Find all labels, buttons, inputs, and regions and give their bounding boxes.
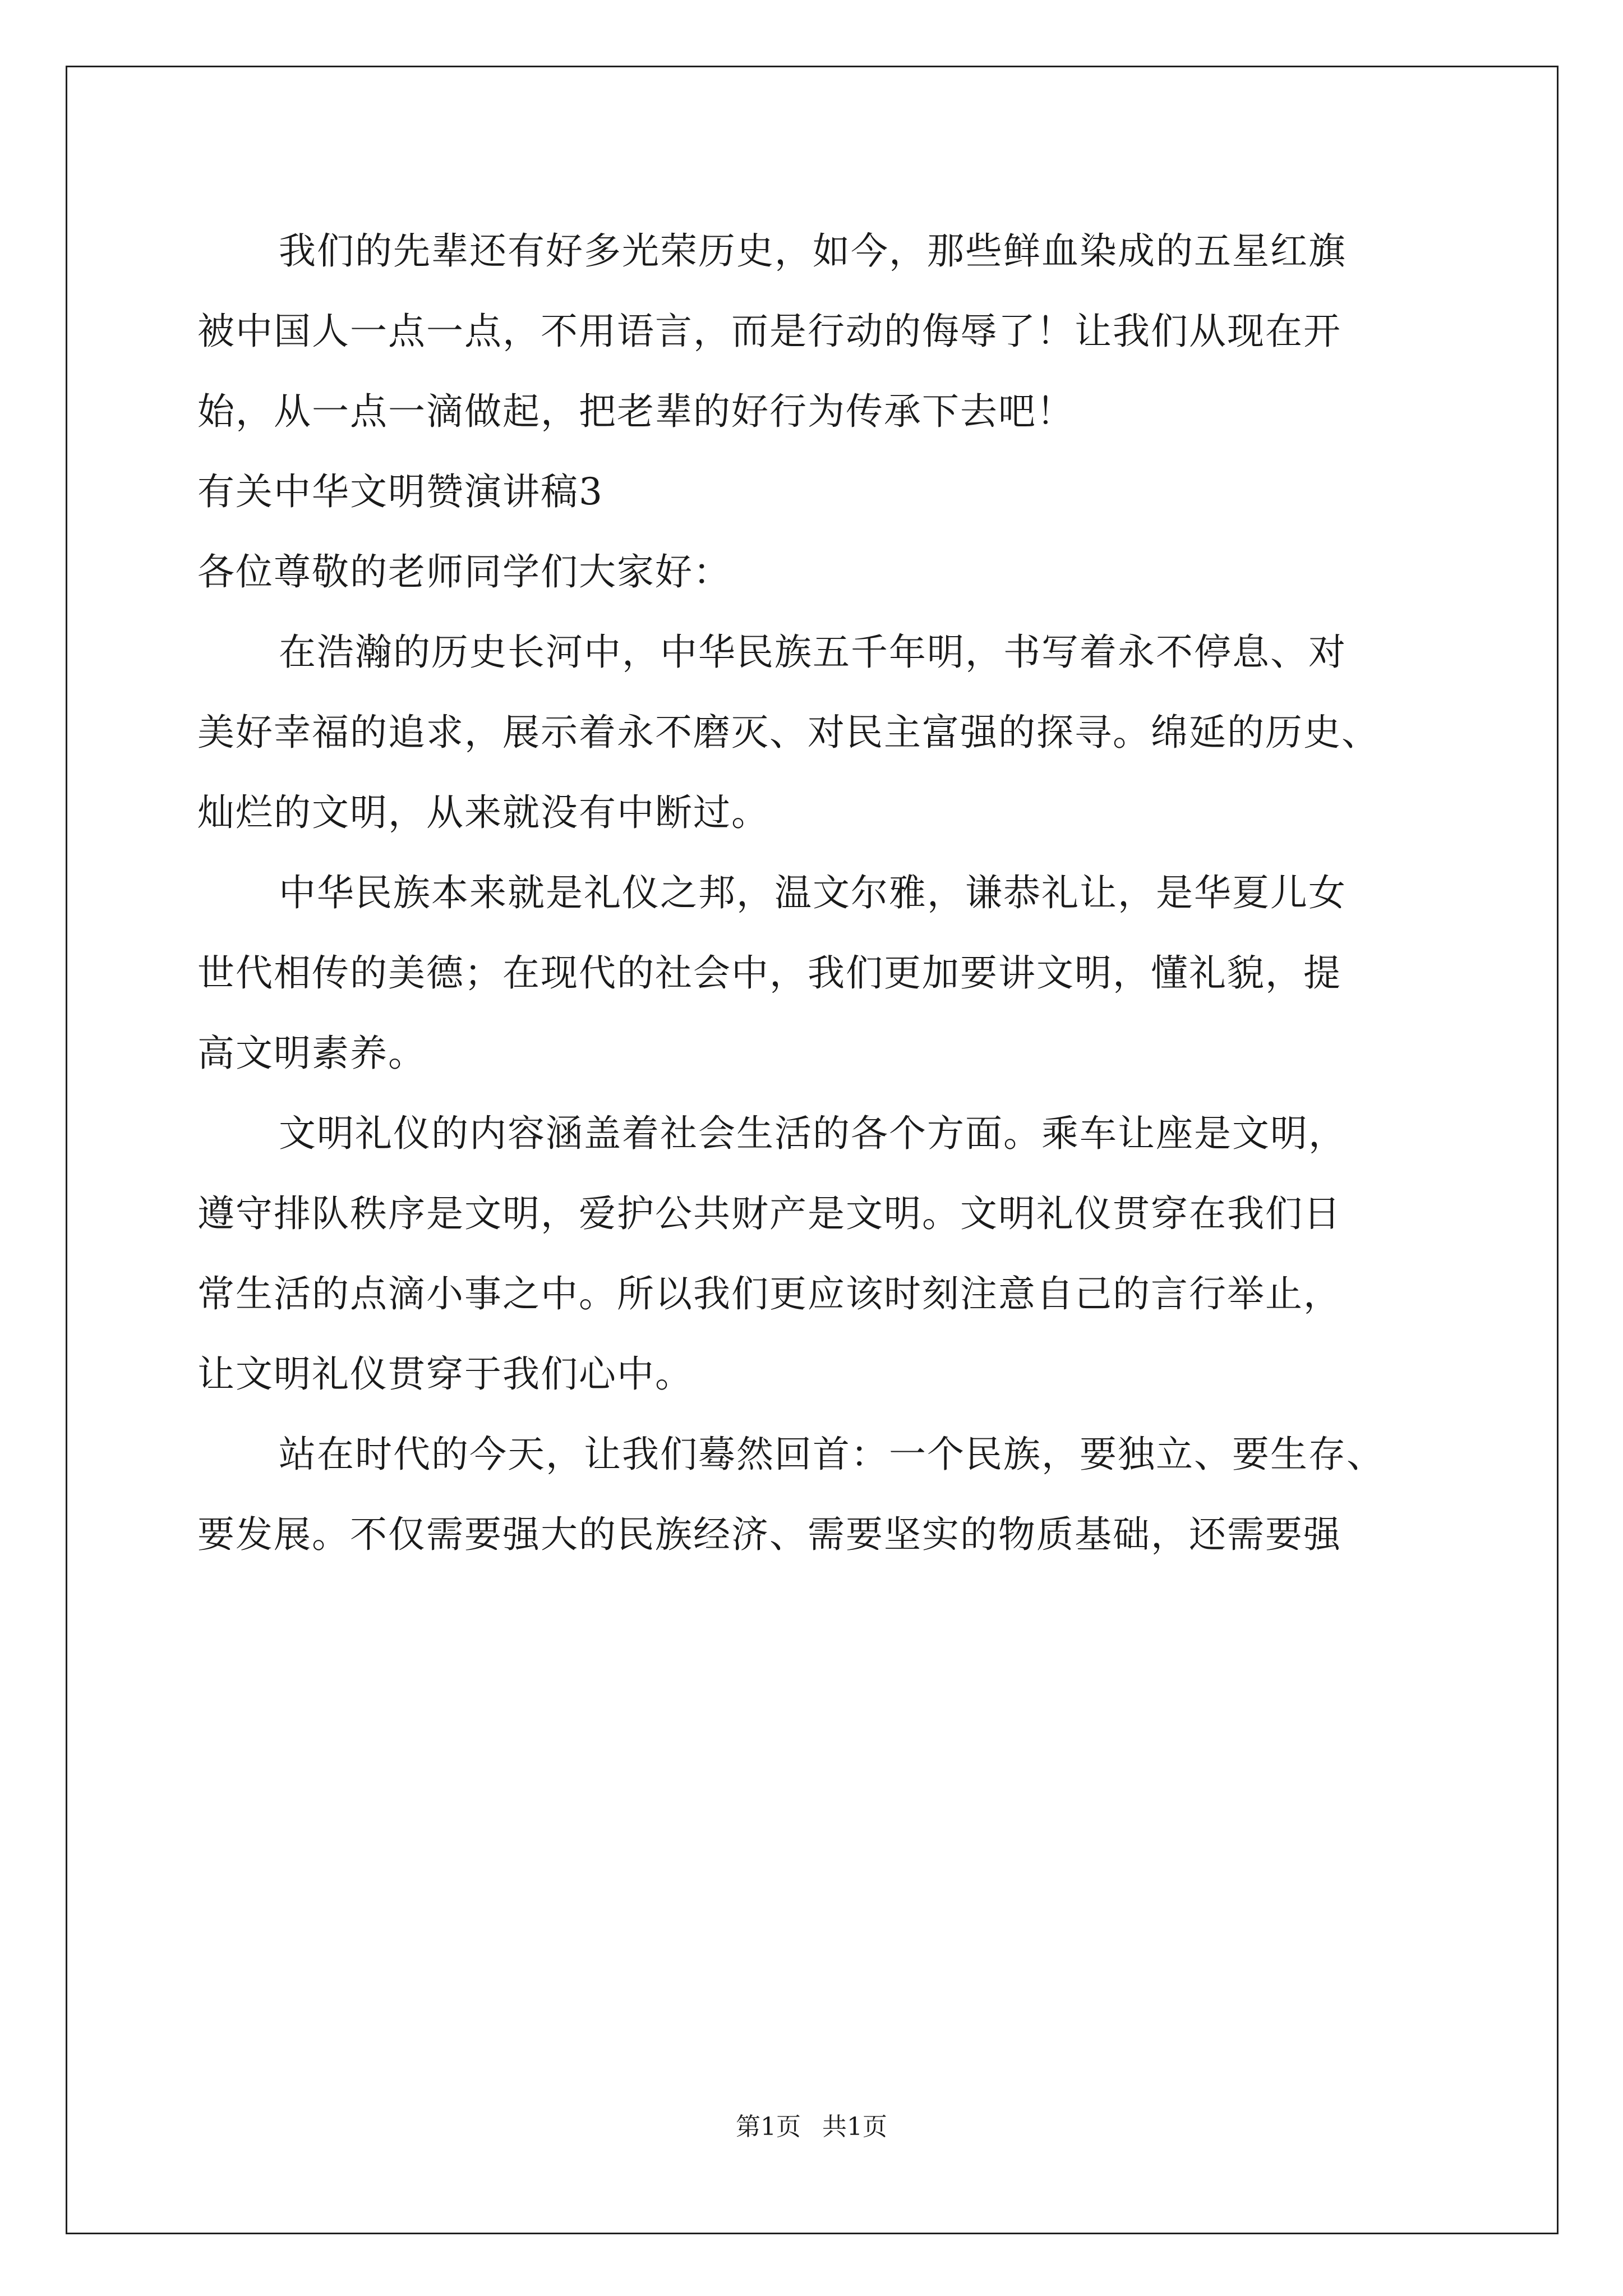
salutation: 各位尊敬的老师同学们大家好： — [197, 550, 731, 593]
text-line: 美好幸福的追求，展示着永不磨灭、对民主富强的探寻。绵延的历史、 — [197, 711, 1380, 754]
page-footer — [0, 2110, 1623, 2144]
text-line: 文明礼仪的内容涵盖着社会生活的各个方面。乘车让座是文明， — [279, 1112, 1347, 1155]
text-line: 要发展。不仅需要强大的民族经济、需要坚实的物质基础，还需要强 — [197, 1513, 1341, 1556]
text-line: 高文明素养。 — [197, 1032, 426, 1075]
text-line: 常生活的点滴小事之中。所以我们更应该时刻注意自己的言行举止， — [197, 1272, 1341, 1315]
text-line: 世代相传的美德；在现代的社会中，我们更加要讲文明，懂礼貌，提 — [197, 951, 1341, 995]
section-heading: 有关中华文明赞演讲稿3 — [197, 470, 603, 513]
text-line: 灿烂的文明，从来就没有中断过。 — [197, 791, 769, 834]
text-line: 中华民族本来就是礼仪之邦，温文尔雅，谦恭礼让，是华夏儿女 — [279, 871, 1347, 914]
text-line: 遵守排队秩序是文明，爱护公共财产是文明。文明礼仪贯穿在我们日 — [197, 1192, 1341, 1235]
text-line: 我们的先辈还有好多光荣历史，如今，那些鲜血染成的五星红旗 — [279, 229, 1347, 273]
page-number: 第1页 — [736, 2113, 801, 2141]
text-line: 让文明礼仪贯穿于我们心中。 — [197, 1352, 693, 1396]
document-body — [197, 211, 1459, 1575]
text-line: 在浩瀚的历史长河中，中华民族五千年明，书写着永不停息、对 — [279, 631, 1347, 674]
text-line: 始，从一点一滴做起，把老辈的好行为传承下去吧！ — [197, 390, 1075, 433]
page-total: 共1页 — [822, 2113, 887, 2141]
text-line: 被中国人一点一点，不用语言，而是行动的侮辱了！让我们从现在开 — [197, 310, 1341, 353]
text-line: 站在时代的今天，让我们蓦然回首：一个民族，要独立、要生存、 — [279, 1433, 1385, 1476]
